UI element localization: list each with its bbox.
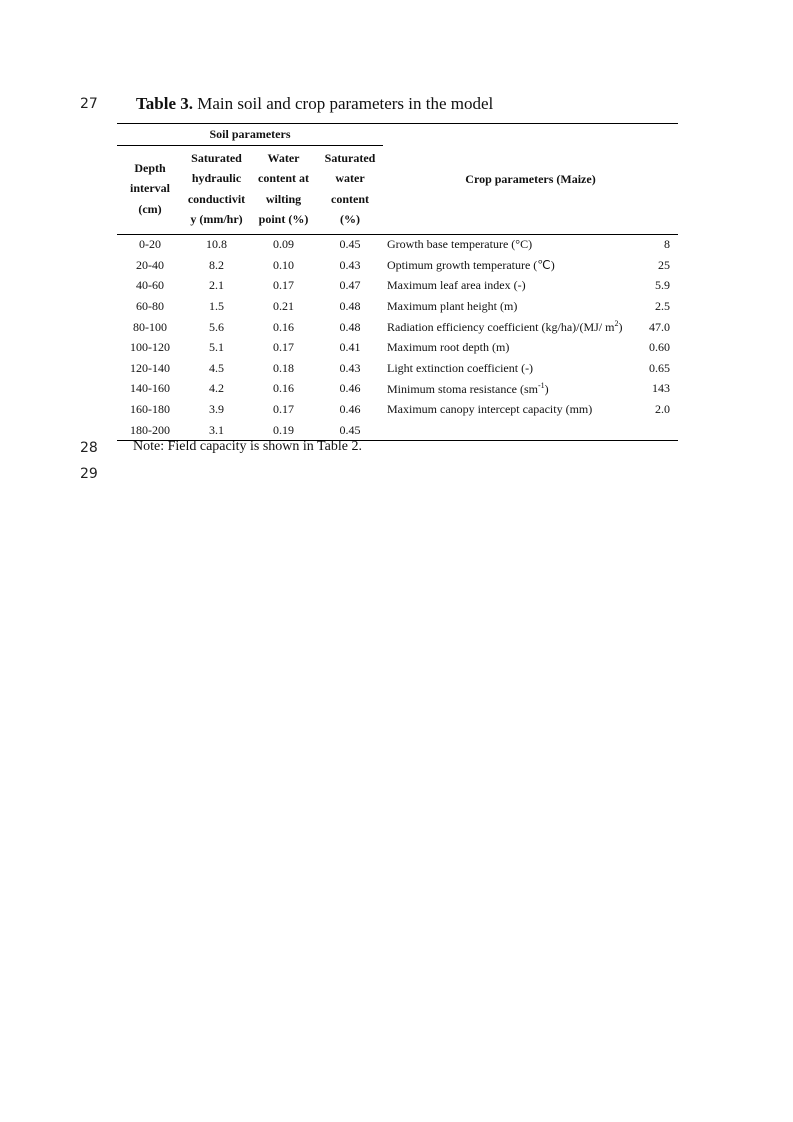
crop-value-cell: 8 bbox=[664, 237, 670, 252]
crop-param-cell bbox=[383, 399, 638, 420]
hydraulic-conductivity-header bbox=[183, 145, 250, 234]
sat-cell: 0.48 bbox=[339, 299, 361, 314]
crop-param-label: Maximum plant height (m) bbox=[387, 299, 518, 314]
sat-cell: 0.45 bbox=[317, 420, 383, 441]
table-body bbox=[117, 234, 678, 441]
crop-value-cell: 5.9 bbox=[655, 278, 670, 293]
table-row bbox=[117, 276, 678, 297]
crop-param-cell bbox=[383, 234, 638, 255]
saturated-water-header bbox=[317, 145, 383, 234]
table-row bbox=[117, 255, 678, 276]
sat-header-line: Saturated bbox=[324, 150, 376, 165]
depth-cell: 100-120 bbox=[130, 340, 170, 355]
depth-cell: 140-160 bbox=[130, 381, 170, 396]
wilting-point-header bbox=[250, 145, 317, 234]
ksat-cell: 5.6 bbox=[209, 319, 224, 334]
depth-interval-header bbox=[117, 145, 183, 234]
table-row bbox=[117, 420, 678, 441]
wilting-cell: 0.17 bbox=[273, 278, 294, 293]
sat-cell: 0.47 bbox=[339, 278, 361, 293]
table-row bbox=[117, 399, 678, 420]
crop-param-cell bbox=[383, 379, 638, 400]
line-number-27: 27 bbox=[80, 96, 98, 112]
crop-param-cell bbox=[383, 420, 638, 441]
ksat-cell: 4.5 bbox=[209, 360, 224, 375]
ksat-cell: 8.2 bbox=[209, 257, 224, 272]
sat-cell: 0.46 bbox=[339, 402, 361, 417]
ksat-header-line: conductivit bbox=[187, 191, 246, 206]
ksat-header-line: Saturated bbox=[191, 150, 242, 165]
sat-cell: 0.48 bbox=[339, 319, 361, 334]
depth-cell: 40-60 bbox=[136, 278, 164, 293]
wilting-cell: 0.09 bbox=[273, 237, 294, 252]
ksat-cell: 4.2 bbox=[209, 381, 224, 396]
soil-crop-parameters-table bbox=[117, 123, 678, 441]
crop-param-tail: ) bbox=[544, 381, 549, 396]
crop-param-cell bbox=[383, 358, 638, 379]
sat-cell: 0.43 bbox=[339, 257, 361, 272]
ksat-cell: 10.8 bbox=[206, 237, 227, 252]
table-caption-label: Table 3. bbox=[136, 94, 194, 113]
sat-cell: 0.43 bbox=[339, 360, 361, 375]
sat-cell: 0.41 bbox=[339, 340, 361, 355]
sat-cell: 0.46 bbox=[339, 381, 361, 396]
crop-param-label: Light extinction coefficient (-) bbox=[387, 360, 534, 375]
crop-value-cell: 2.0 bbox=[655, 402, 670, 417]
ksat-header-line: y (mm/hr) bbox=[190, 212, 243, 226]
table-row bbox=[117, 379, 678, 400]
ksat-header-line: hydraulic bbox=[191, 171, 242, 185]
group-header-row bbox=[117, 124, 678, 145]
wilting-header-line: content at bbox=[258, 171, 309, 185]
table-note: Note: Field capacity is shown in Table 2. bbox=[133, 439, 362, 454]
depth-cell: 120-140 bbox=[130, 360, 170, 375]
table-row bbox=[117, 317, 678, 338]
crop-param-label: Maximum canopy intercept capacity (mm) bbox=[387, 402, 593, 417]
soil-parameters-header: Soil parameters bbox=[117, 124, 383, 145]
table-row bbox=[117, 337, 678, 358]
depth-header-line: Depth bbox=[134, 160, 166, 175]
wilting-header-line: wilting bbox=[265, 191, 302, 206]
crop-value-cell: 0.60 bbox=[649, 340, 670, 355]
ksat-cell: 5.1 bbox=[209, 340, 224, 355]
table-row bbox=[117, 296, 678, 317]
wilting-cell: 0.21 bbox=[273, 299, 294, 314]
crop-param-cell bbox=[383, 276, 638, 297]
wilting-cell: 0.17 bbox=[273, 340, 294, 355]
ksat-cell: 1.5 bbox=[209, 299, 224, 314]
sat-header-line: (%) bbox=[340, 212, 360, 226]
crop-param-label: Radiation efficiency coefficient (kg/ha)/(MJ/ m bbox=[387, 320, 615, 335]
ksat-cell: 3.1 bbox=[183, 420, 250, 441]
depth-cell: 0-20 bbox=[139, 237, 161, 252]
sat-header-line: water bbox=[335, 171, 365, 185]
sat-header-line: content bbox=[331, 191, 369, 206]
crop-value-cell bbox=[638, 420, 678, 441]
crop-param-label: Growth base temperature (°C) bbox=[387, 237, 533, 252]
depth-cell: 180-200 bbox=[117, 420, 183, 441]
wilting-header-line: point (%) bbox=[258, 212, 309, 226]
crop-value-cell: 143 bbox=[652, 381, 670, 396]
crop-param-superscript: 2 bbox=[614, 319, 619, 329]
depth-cell: 60-80 bbox=[136, 299, 164, 314]
crop-param-cell bbox=[383, 296, 638, 317]
sat-cell: 0.45 bbox=[339, 237, 361, 252]
wilting-cell: 0.16 bbox=[273, 381, 294, 396]
crop-parameters-header: Crop parameters (Maize) bbox=[383, 124, 678, 234]
crop-param-cell bbox=[383, 317, 638, 338]
crop-value-cell: 0.65 bbox=[649, 360, 670, 375]
table-row bbox=[117, 234, 678, 255]
table-caption bbox=[136, 94, 493, 114]
depth-cell: 160-180 bbox=[130, 402, 170, 417]
depth-cell: 20-40 bbox=[136, 257, 164, 272]
wilting-cell: 0.17 bbox=[273, 402, 294, 417]
crop-value-cell: 25 bbox=[658, 257, 670, 272]
crop-param-tail: ) bbox=[618, 320, 623, 335]
line-number-28: 28 bbox=[80, 440, 98, 456]
line-number-29: 29 bbox=[80, 466, 98, 482]
table-caption-text: Main soil and crop parameters in the model bbox=[193, 94, 494, 113]
crop-value-cell: 47.0 bbox=[649, 319, 670, 334]
wilting-header-line: Water bbox=[267, 150, 300, 165]
crop-param-label: Maximum root depth (m) bbox=[387, 340, 510, 355]
crop-param-label: Maximum leaf area index (-) bbox=[387, 278, 526, 293]
crop-param-cell bbox=[383, 255, 638, 276]
depth-header-line: interval bbox=[130, 181, 170, 196]
table-row bbox=[117, 358, 678, 379]
ksat-cell: 3.9 bbox=[209, 402, 224, 417]
crop-param-label: Minimum stoma resistance (sm bbox=[387, 381, 538, 396]
wilting-cell: 0.18 bbox=[273, 360, 294, 375]
depth-header-line: (cm) bbox=[138, 201, 162, 216]
wilting-cell: 0.16 bbox=[273, 319, 294, 334]
crop-param-label: Optimum growth temperature (℃) bbox=[387, 257, 555, 272]
crop-param-cell bbox=[383, 337, 638, 358]
ksat-cell: 2.1 bbox=[209, 278, 224, 293]
wilting-cell: 0.19 bbox=[250, 420, 317, 441]
wilting-cell: 0.10 bbox=[273, 257, 294, 272]
crop-param-superscript: -1 bbox=[537, 380, 545, 390]
depth-cell: 80-100 bbox=[133, 319, 167, 334]
crop-value-cell: 2.5 bbox=[655, 299, 670, 314]
